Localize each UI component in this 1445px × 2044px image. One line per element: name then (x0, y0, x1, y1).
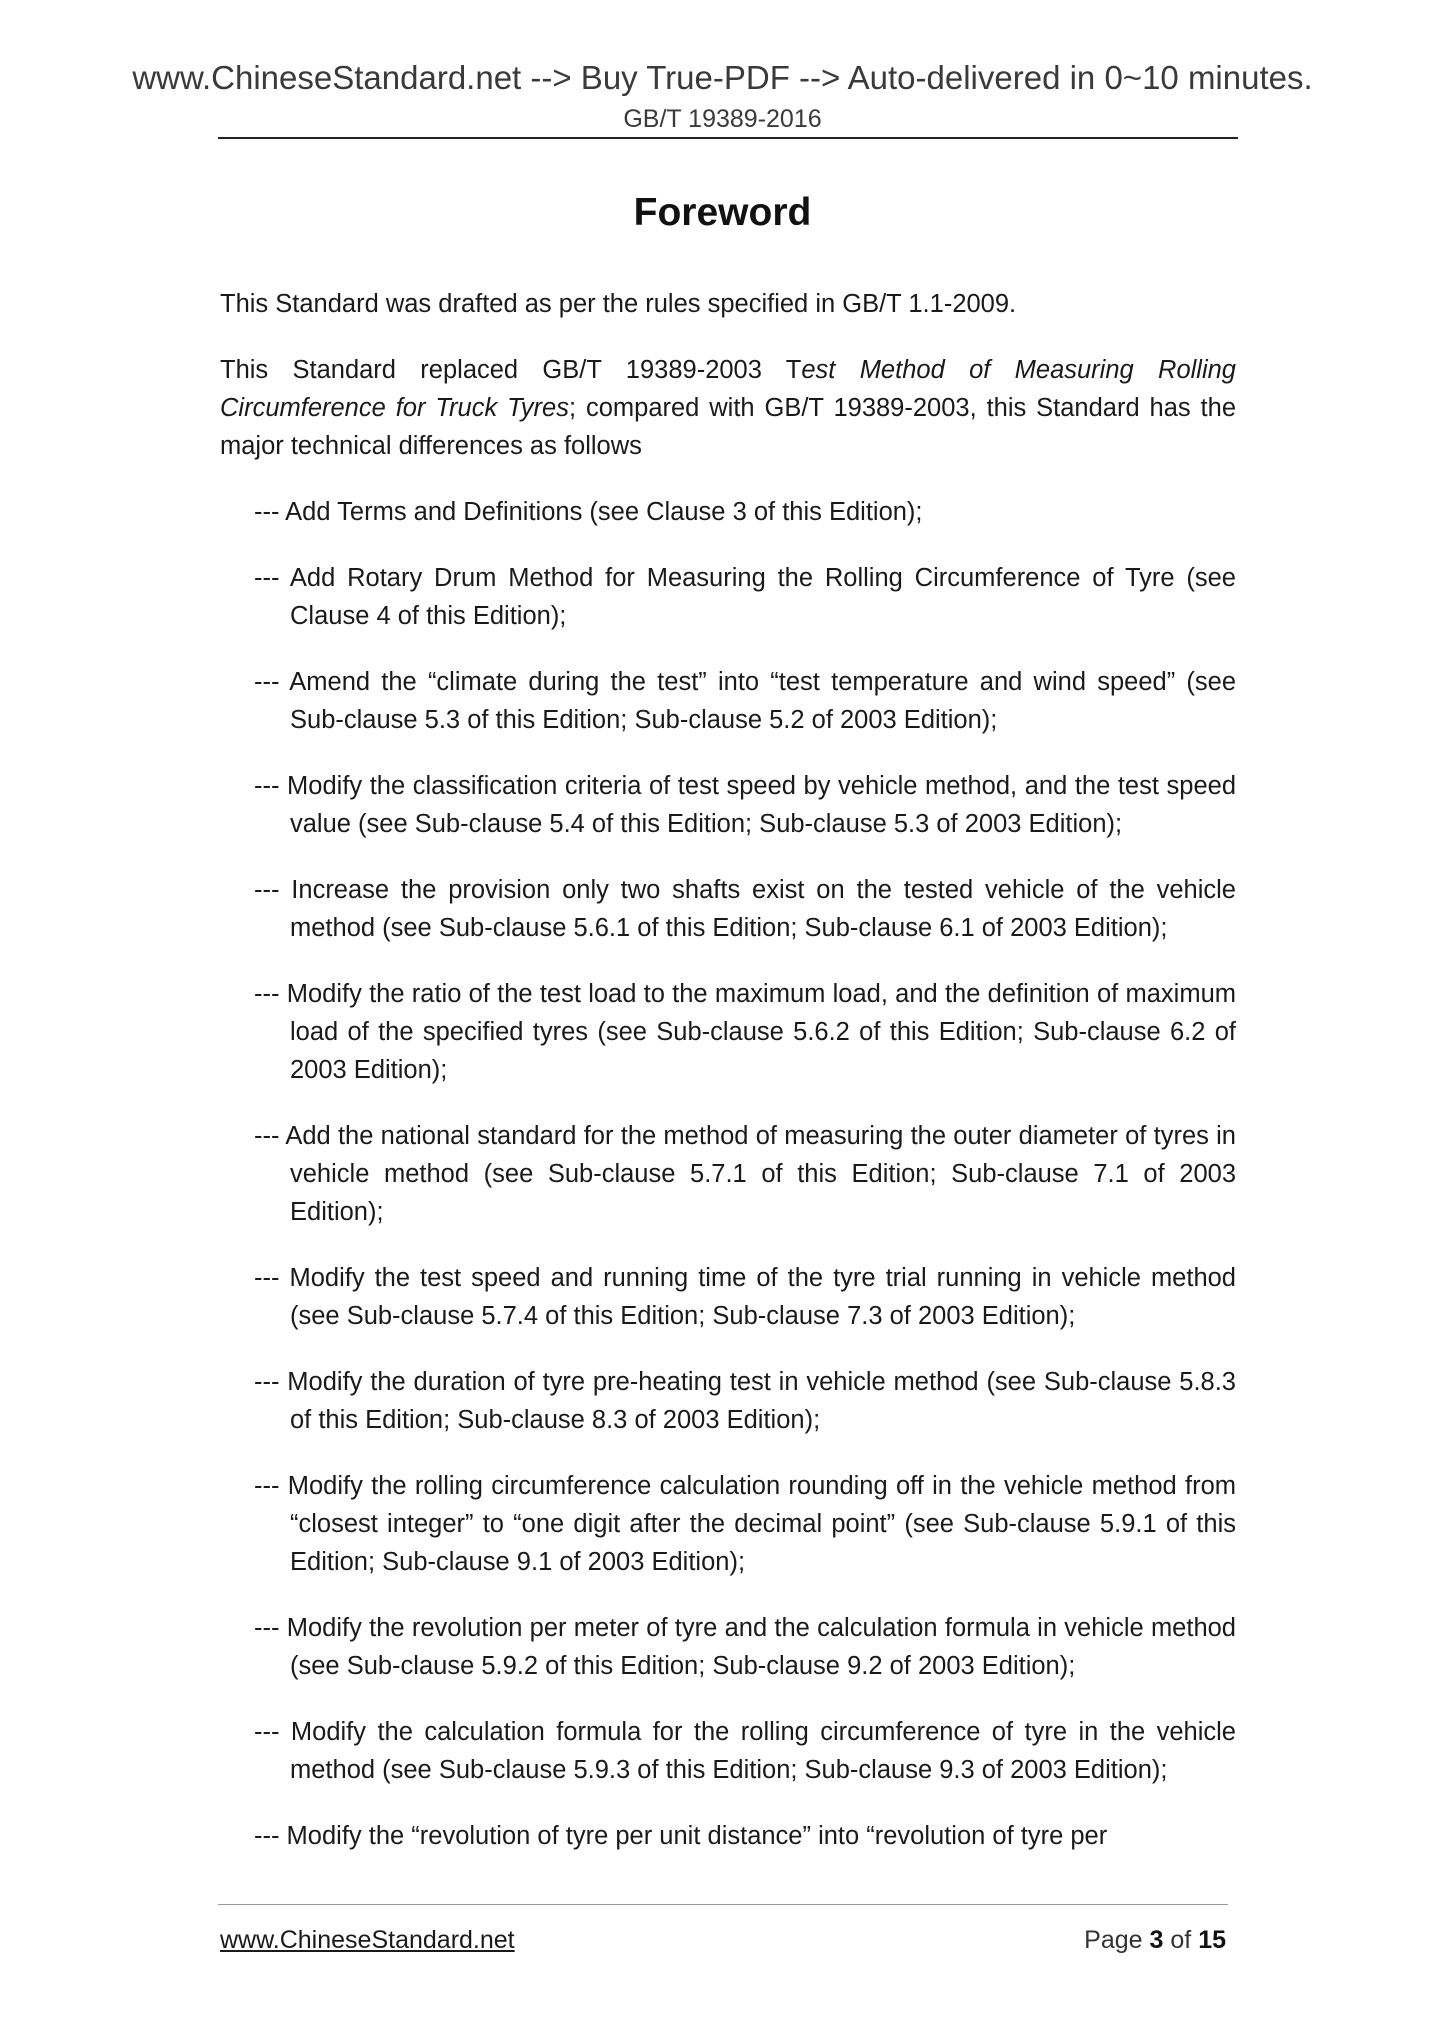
list-item: --- Increase the provision only two shafts exist on the tested vehicle of the vehicle method (see Sub-clause 5.6.1 of this Edition; Sub-clause 6.1 of 2003 Edition); (254, 876, 1236, 942)
paragraph-drafting-rules: This Standard was drafted as per the rules specified in GB/T 1.1-2009. (220, 290, 1017, 318)
header-divider (218, 137, 1238, 139)
page-title: Foreword (633, 191, 812, 234)
footer-divider (218, 1904, 1228, 1905)
list-item: --- Add Terms and Definitions (see Clause 3 of this Edition); (254, 498, 923, 526)
list-item: --- Modify the revolution per meter of tyre and the calculation formula in vehicle method (see Sub-clause 5.9.2 of this Edition; Sub-clause 9.2 of 2003 Edition); (254, 1614, 1236, 1680)
list-item: --- Add Rotary Drum Method for Measuring the Rolling Circumference of Tyre (see Clause 4 of this Edition); (254, 564, 1236, 630)
page-number (1084, 1924, 1226, 1956)
differences-list (220, 493, 1236, 1855)
list-item: --- Amend the “climate during the test” into “test temperature and wind speed” (see Sub-clause 5.3 of this Edition; Sub-clause 5.2 of 2003 Edition); (254, 668, 1236, 734)
paragraph-replacement (220, 351, 1236, 465)
list-item: --- Modify the ratio of the test load to the maximum load, and the definition of maximum load of the specified tyres (see Sub-clause 5.6.2 of this Edition; Sub-clause 6.2 of 2003 Edition); (254, 980, 1236, 1084)
list-item: --- Modify the duration of tyre pre-heating test in vehicle method (see Sub-clause 5.8.3 of this Edition; Sub-clause 8.3 of 2003 Edition); (254, 1368, 1236, 1434)
page-current: 3 (1149, 1926, 1164, 1954)
paragraph-replacement-tail: ; compared with GB/T 19389-2003, this Standard has the major technical differences as follows (220, 394, 1237, 460)
list-item: --- Modify the test speed and running time of the tyre trial running in vehicle method (see Sub-clause 5.7.4 of this Edition; Sub-clause 7.3 of 2003 Edition); (254, 1264, 1236, 1330)
list-item: --- Modify the rolling circumference calculation rounding off in the vehicle method from “closest integer” to “one digit after the decimal point” (see Sub-clause 5.9.1 of this Edition; Sub-clause 9.1 of 2003 Edition); (254, 1472, 1236, 1576)
list-item: --- Modify the classification criteria of test speed by vehicle method, and the test speed value (see Sub-clause 5.4 of this Edition; Sub-clause 5.3 of 2003 Edition); (254, 772, 1236, 838)
footer-link[interactable]: www.ChineseStandard.net (220, 1926, 515, 1954)
list-item: --- Modify the “revolution of tyre per unit distance” into “revolution of tyre per (254, 1822, 1108, 1850)
replaced-standard-title: est Method of Measuring Rolling Circumference for Truck Tyres (220, 356, 1236, 422)
foreword-body (220, 285, 1236, 1855)
header-link[interactable]: www.ChineseStandard.net --> Buy True-PDF --> Auto-delivered in 0~10 minutes. (132, 59, 1313, 96)
header-standard-code: GB/T 19389-2016 (623, 105, 822, 133)
page-label: Page (1084, 1926, 1143, 1954)
list-item: --- Add the national standard for the method of measuring the outer diameter of tyres in vehicle method (see Sub-clause 5.7.1 of this Edition; Sub-clause 7.1 of 2003 Edition); (254, 1122, 1236, 1226)
page-total: 15 (1198, 1926, 1226, 1954)
list-item: --- Modify the calculation formula for the rolling circumference of tyre in the vehicle method (see Sub-clause 5.9.3 of this Edition; Sub-clause 9.3 of 2003 Edition); (254, 1718, 1236, 1784)
paragraph-replacement-lead: This Standard replaced GB/T 19389-2003 T (220, 356, 802, 384)
page-of: of (1170, 1926, 1192, 1954)
